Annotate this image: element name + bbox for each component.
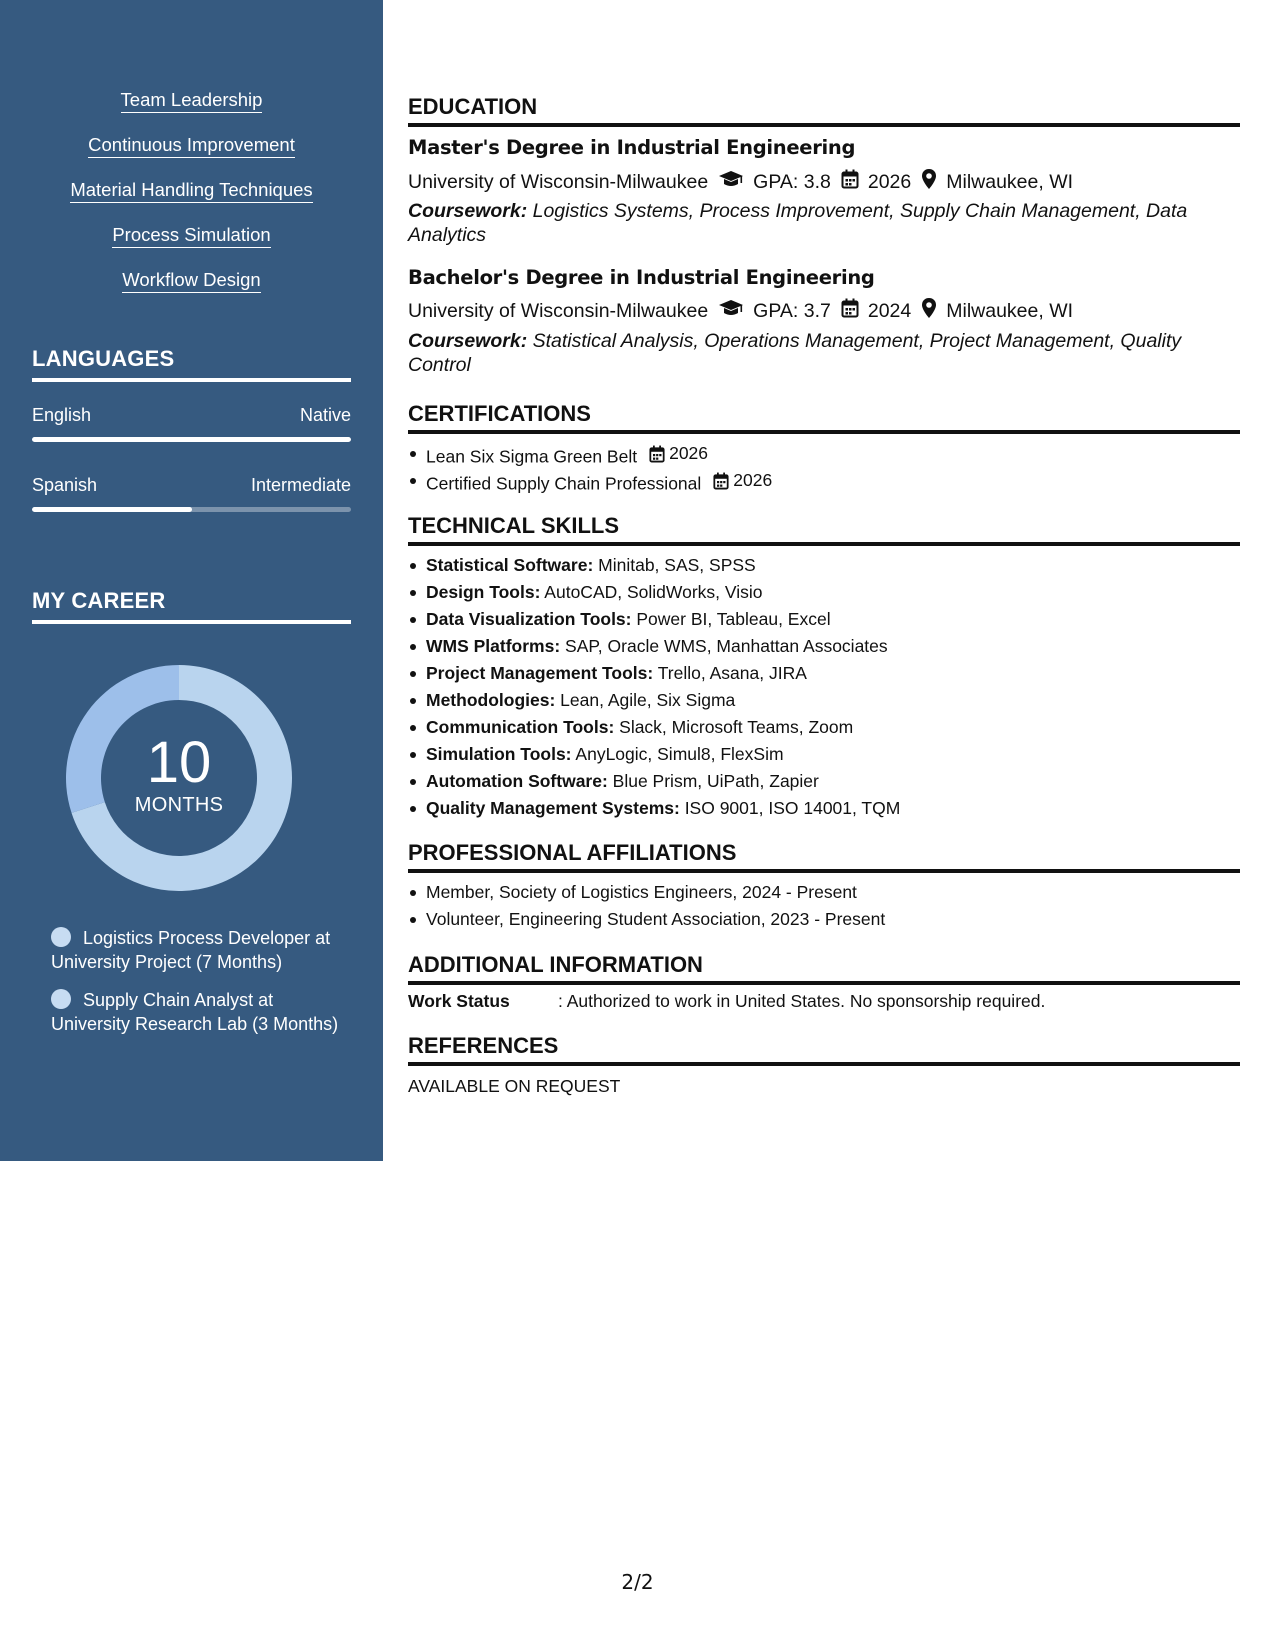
skill-values: ISO 9001, ISO 14001, TQM [679,798,901,818]
gpa: GPA: 3.7 [753,299,831,322]
sidebar [0,0,383,1161]
languages-heading: LANGUAGES [32,346,351,382]
work-status-row [408,991,1045,1012]
skill-values: Lean, Agile, Six Sigma [555,690,736,710]
coursework-text: Logistics Systems, Process Improvement, Supply Chain Management, Data Analytics [408,200,1188,246]
calendar-icon [841,298,859,324]
skill-tag-label: Team Leadership [121,88,263,113]
calendar-icon [649,445,665,463]
technical-skills-heading: TECHNICAL SKILLS [408,513,1240,546]
skill-category: Data Visualization Tools: [426,609,632,629]
skill-category: Design Tools: [426,582,541,602]
school-name: University of Wisconsin-Milwaukee [408,299,709,322]
location: Milwaukee, WI [946,170,1074,193]
skill-tag-label: Workflow Design [122,268,260,293]
list-item [408,552,900,579]
additional-info-heading: ADDITIONAL INFORMATION [408,952,1240,985]
career-heading: MY CAREER [32,588,351,624]
skill-values: AnyLogic, Simul8, FlexSim [571,744,784,764]
skill-category: Automation Software: [426,771,608,791]
skill-category: Project Management Tools: [426,663,654,683]
certifications-list [408,440,772,494]
degree-title: Master's Degree in Industrial Engineering [408,136,856,159]
list-item [408,741,900,768]
language-english [32,403,351,442]
page-number: 2/2 [621,1570,654,1594]
graduation-year: 2026 [867,170,912,193]
language-bar [32,437,351,442]
list-item [408,633,900,660]
list-item [408,795,900,822]
career-item-text: Logistics Process Developer at University Project (7 Months) [51,928,331,972]
certification-name: Lean Six Sigma Green Belt [426,446,638,467]
coursework [408,329,1228,377]
degree-meta [408,297,1073,325]
skill-category: Statistical Software: [426,555,594,575]
coursework-label: Coursework: [408,330,528,352]
career-item [51,926,341,974]
language-bar-fill [32,507,192,512]
degree-meta [408,168,1073,196]
location-pin-icon [921,297,937,325]
list-item [408,660,900,687]
skill-tag [0,177,383,203]
affiliations-heading: PROFESSIONAL AFFILIATIONS [408,840,1240,873]
technical-skills-list [408,552,900,822]
skill-tag-label: Material Handling Techniques [70,178,312,203]
skill-values: Slack, Microsoft Teams, Zoom [614,717,854,737]
references-text: AVAILABLE ON REQUEST [408,1076,621,1096]
language-name: Spanish [32,475,98,495]
school-name: University of Wisconsin-Milwaukee [408,170,709,193]
skill-tag-label: Continuous Improvement [88,133,295,158]
skill-values: Trello, Asana, JIRA [653,663,807,683]
career-list [51,926,341,1050]
language-bar [32,507,351,512]
list-item [408,606,900,633]
list-item [408,687,900,714]
coursework-text: Statistical Analysis, Operations Management, Project Management, Quality Control [408,330,1182,376]
affiliations-list [408,879,885,933]
language-level: Native [299,405,351,425]
skill-values: Blue Prism, UiPath, Zapier [607,771,819,791]
language-spanish [32,473,351,512]
location-pin-icon [921,168,937,196]
degree-title: Bachelor's Degree in Industrial Engineering [408,266,875,289]
skill-values: SAP, Oracle WMS, Manhattan Associates [560,636,888,656]
list-item [408,768,900,795]
skill-tag [0,267,383,293]
skill-values: Minitab, SAS, SPSS [593,555,756,575]
career-total: 10 [146,730,212,795]
graduation-year: 2024 [867,299,912,322]
language-bar-fill [32,437,351,442]
career-dot-icon [51,989,71,1009]
references-heading: REFERENCES [408,1033,1240,1066]
certification-year: 2026 [733,470,773,490]
work-status-value: : Authorized to work in United States. No sponsorship required. [558,991,1046,1011]
work-status-label: Work Status [408,991,510,1011]
language-name: English [32,405,92,425]
career-donut-chart [66,665,292,891]
skill-values: AutoCAD, SolidWorks, Visio [540,582,763,602]
skill-category: Communication Tools: [426,717,615,737]
list-item [408,440,772,467]
graduation-cap-icon [718,298,744,324]
education-heading: EDUCATION [408,94,1240,127]
skill-category: Quality Management Systems: [426,798,680,818]
calendar-icon [841,169,859,195]
skill-tag [0,222,383,248]
skill-tag-label: Process Simulation [112,223,270,248]
list-item [408,579,900,606]
skill-tag [0,132,383,158]
career-item [51,988,341,1036]
skill-values: Power BI, Tableau, Excel [631,609,831,629]
graduation-cap-icon [718,169,744,195]
coursework-label: Coursework: [408,200,528,222]
certification-year: 2026 [669,443,709,463]
skill-tag [0,87,383,113]
skill-category: Simulation Tools: [426,744,572,764]
coursework [408,199,1228,247]
language-level: Intermediate [250,475,351,495]
list-item [408,467,772,494]
skill-category: WMS Platforms: [426,636,561,656]
gpa: GPA: 3.8 [753,170,831,193]
skill-category: Methodologies: [426,690,556,710]
career-item-text: Supply Chain Analyst at University Research Lab (3 Months) [51,990,339,1034]
list-item [408,714,900,741]
certification-name: Certified Supply Chain Professional [426,473,702,494]
career-unit: MONTHS [134,794,224,816]
career-dot-icon [51,927,71,947]
list-item: Member, Society of Logistics Engineers, 2024 - Present [408,879,885,906]
calendar-icon [713,472,729,490]
list-item: Volunteer, Engineering Student Association, 2023 - Present [408,906,885,933]
certifications-heading: CERTIFICATIONS [408,401,1240,434]
location: Milwaukee, WI [946,299,1074,322]
